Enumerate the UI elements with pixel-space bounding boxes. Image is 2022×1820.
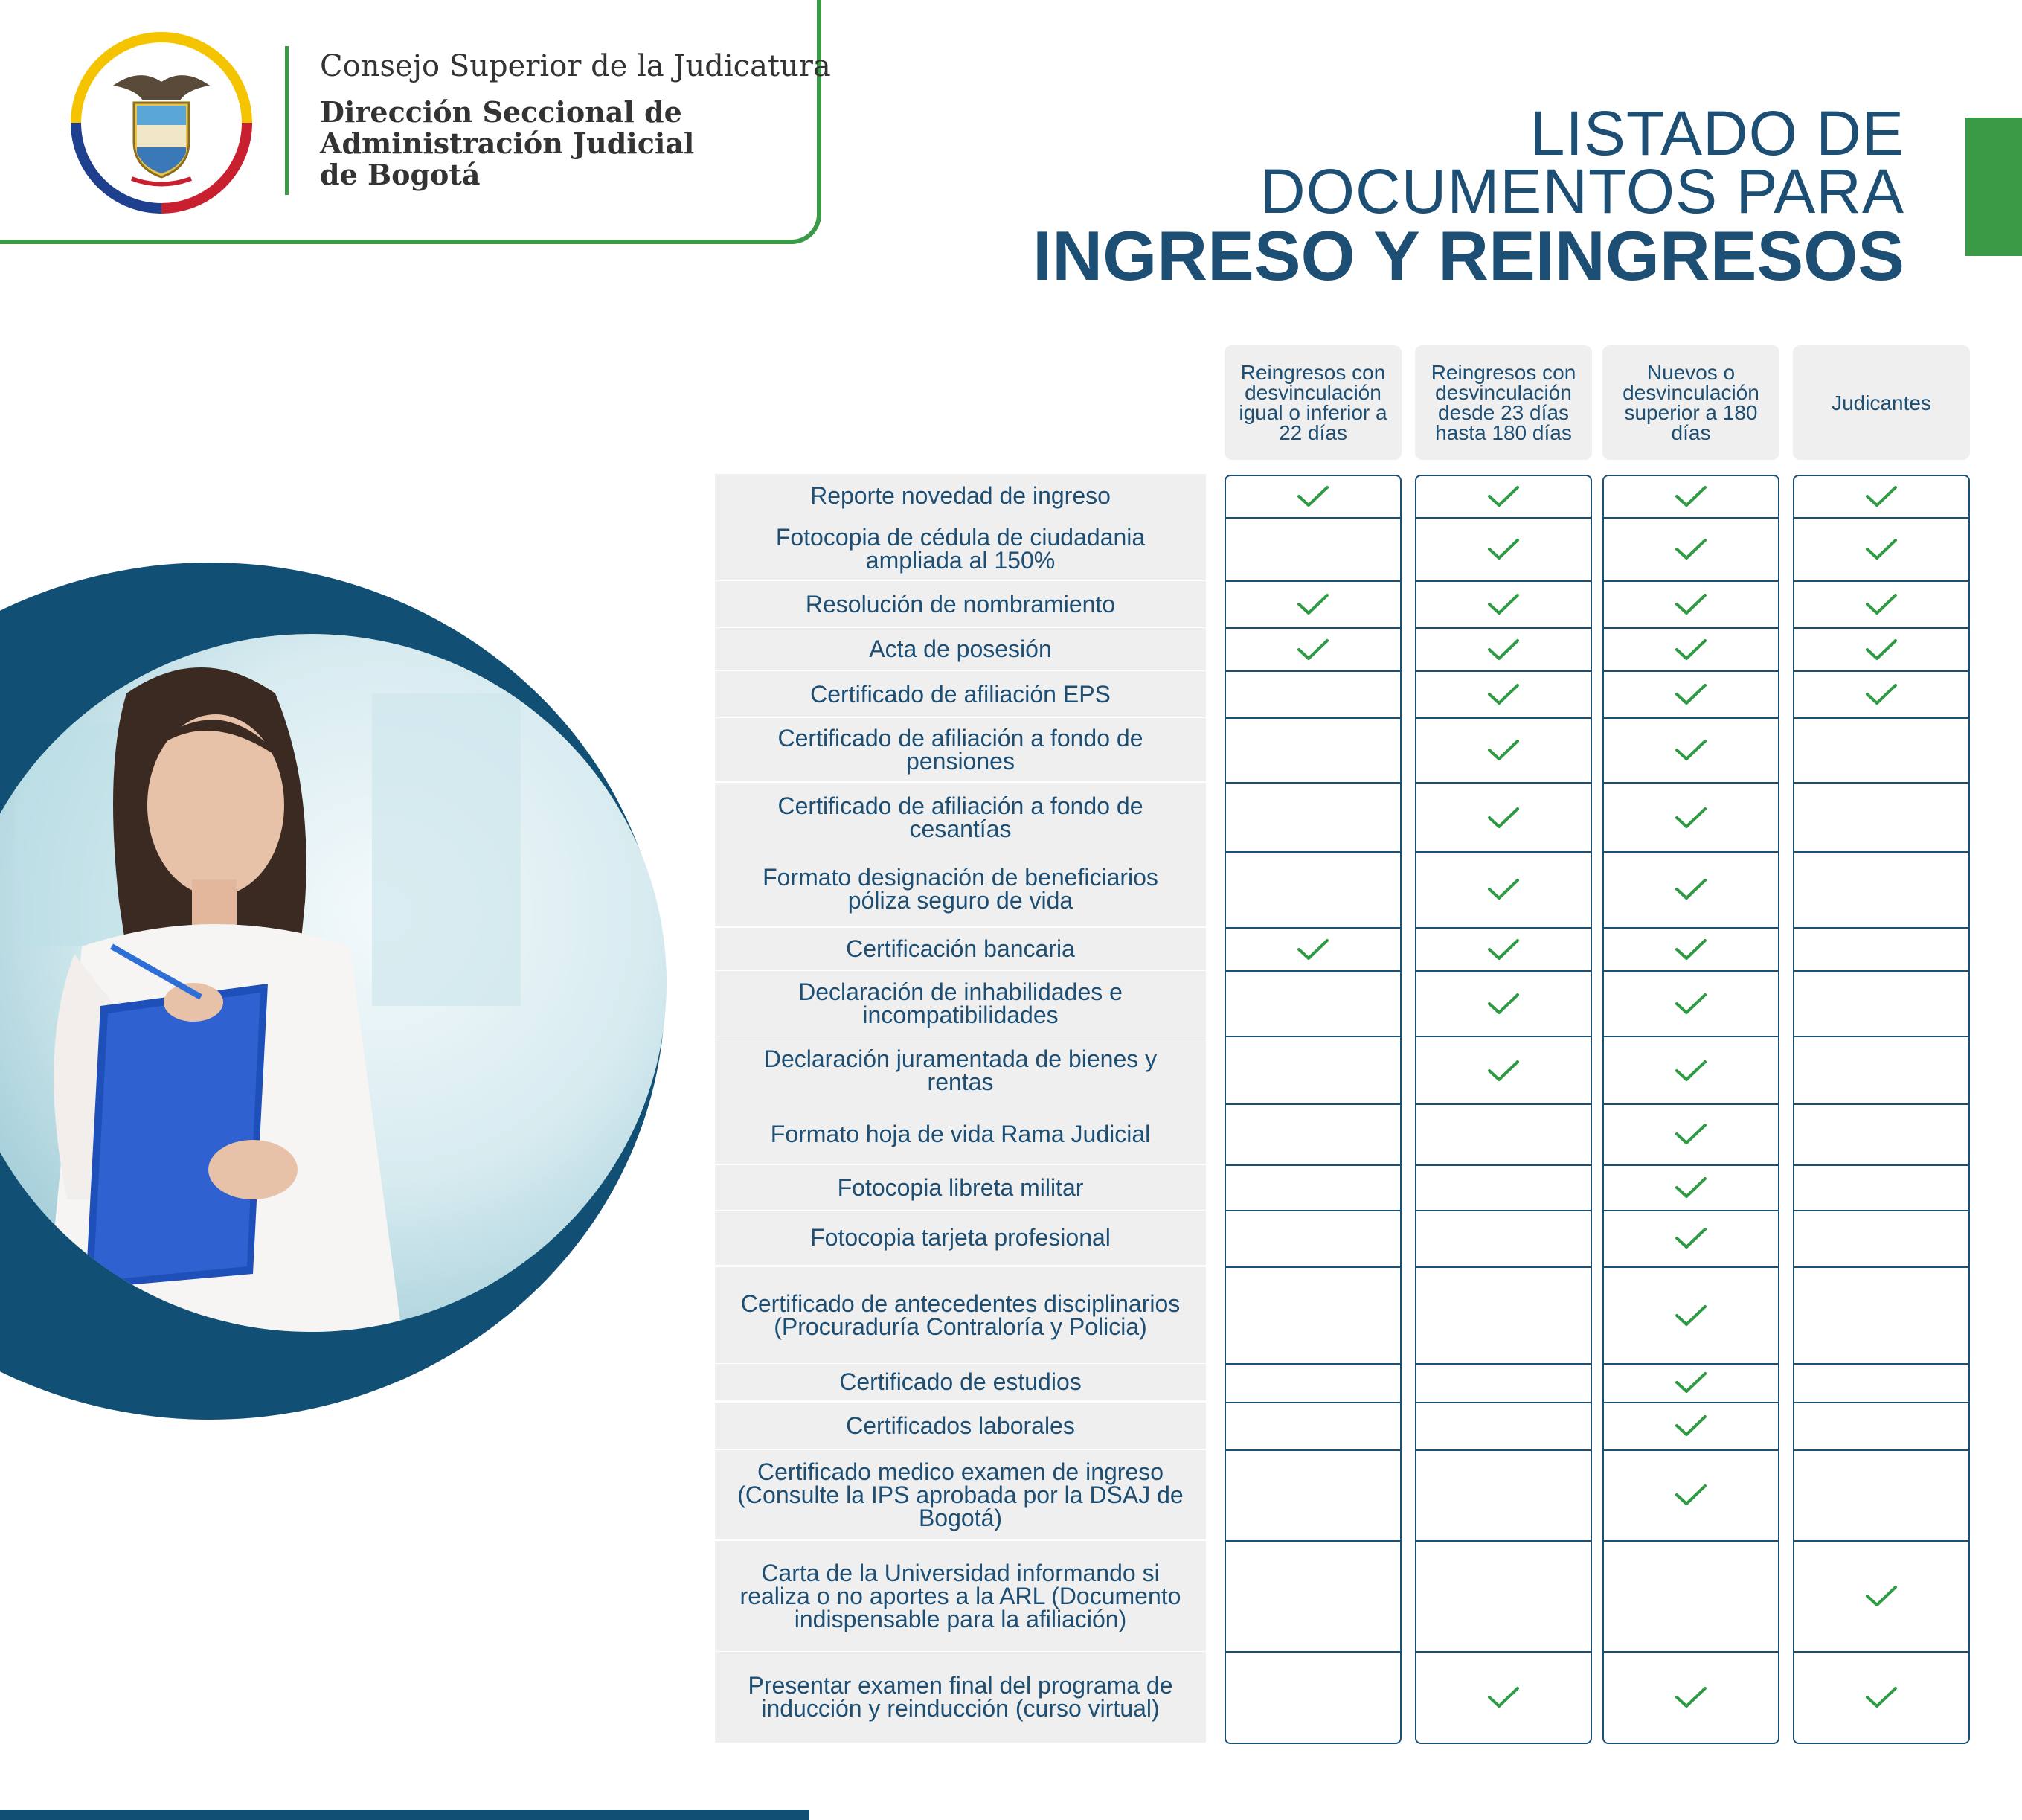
row-divider <box>1225 1036 1402 1037</box>
row-divider <box>1225 627 1402 629</box>
accent-block <box>1965 118 2022 256</box>
row-divider <box>1602 927 1779 929</box>
check-icon <box>1675 1483 1707 1507</box>
check-icon <box>1865 537 1898 561</box>
column-header: Reingresos con desvinculación desde 23 días hasta 180 días <box>1415 345 1592 460</box>
check-icon <box>1487 592 1520 616</box>
row-divider <box>1225 851 1402 853</box>
document-row-label: Fotocopia de cédula de ciudadania ampliada al 150% <box>715 518 1206 580</box>
title-line-2: DOCUMENTOS PARA <box>1260 156 1904 226</box>
check-icon <box>1487 738 1520 762</box>
check-icon <box>1865 1584 1898 1608</box>
row-divider <box>1602 1210 1779 1211</box>
check-icon <box>1865 638 1898 661</box>
check-icon <box>1865 682 1898 706</box>
check-icon <box>1297 638 1329 661</box>
row-divider <box>1225 782 1402 784</box>
document-row-label: Formato designación de beneficiarios póliza seguro de vida <box>715 852 1206 926</box>
dept-line: Dirección Seccional de <box>320 95 682 129</box>
column-box <box>1793 475 1970 1744</box>
document-row-label: Certificación bancaria <box>715 928 1206 970</box>
document-row-label: Reporte novedad de ingreso <box>715 474 1206 518</box>
row-divider <box>1602 1363 1779 1365</box>
coat-of-arms-seal <box>68 30 254 216</box>
check-icon <box>1675 806 1707 830</box>
row-divider <box>1602 1266 1779 1268</box>
row-divider <box>1793 627 1970 629</box>
check-icon <box>1675 1371 1707 1394</box>
row-divider <box>1225 1164 1402 1166</box>
check-icon <box>1675 992 1707 1016</box>
row-divider <box>1415 927 1592 929</box>
row-divider <box>1602 1540 1779 1542</box>
row-divider <box>1225 517 1402 519</box>
row-divider <box>1793 517 1970 519</box>
row-divider <box>1602 1164 1779 1166</box>
row-divider <box>1793 1164 1970 1166</box>
row-divider <box>1415 1103 1592 1105</box>
check-icon <box>1487 484 1520 508</box>
column-header: Nuevos o desvinculación superior a 180 días <box>1602 345 1779 460</box>
row-divider <box>1415 1651 1592 1653</box>
row-divider <box>1602 517 1779 519</box>
row-divider <box>1225 1449 1402 1451</box>
document-row-label: Certificado medico examen de ingreso (Consulte la IPS aprobada por la DSAJ de Bogotá) <box>715 1450 1206 1539</box>
document-row-label: Declaración de inhabilidades e incompatibilidades <box>715 971 1206 1036</box>
row-divider <box>1225 1540 1402 1542</box>
row-divider <box>1793 1036 1970 1037</box>
check-icon <box>1675 1304 1707 1327</box>
row-divider <box>1793 717 1970 719</box>
row-divider <box>1225 1363 1402 1365</box>
row-divider <box>1793 851 1970 853</box>
row-divider <box>1602 580 1779 582</box>
row-divider <box>1793 1402 1970 1403</box>
row-divider <box>1225 580 1402 582</box>
document-row-label: Certificado de estudios <box>715 1364 1206 1400</box>
check-icon <box>1865 592 1898 616</box>
check-icon <box>1675 1059 1707 1083</box>
check-icon <box>1487 537 1520 561</box>
check-icon <box>1487 806 1520 830</box>
check-icon <box>1297 484 1329 508</box>
column-box <box>1602 475 1779 1744</box>
check-icon <box>1297 938 1329 961</box>
document-row-label: Fotocopia tarjeta profesional <box>715 1211 1206 1265</box>
header-divider <box>285 46 289 195</box>
check-icon <box>1865 484 1898 508</box>
row-divider <box>1793 1210 1970 1211</box>
check-icon <box>1675 484 1707 508</box>
row-divider <box>1602 1651 1779 1653</box>
row-divider <box>1793 1103 1970 1105</box>
row-divider <box>1415 1402 1592 1403</box>
check-icon <box>1487 682 1520 706</box>
row-divider <box>1793 1363 1970 1365</box>
row-divider <box>1793 670 1970 672</box>
check-icon <box>1675 537 1707 561</box>
document-row-label: Fotocopia libreta militar <box>715 1165 1206 1210</box>
dept-name <box>320 97 796 190</box>
row-divider <box>1415 1210 1592 1211</box>
row-divider <box>1602 1036 1779 1037</box>
document-row-label: Certificado de afiliación a fondo de pensiones <box>715 718 1206 781</box>
row-divider <box>1793 927 1970 929</box>
dept-line: Administración Judicial <box>320 126 695 160</box>
bottom-bar <box>0 1810 809 1820</box>
document-row-label: Certificado de afiliación EPS <box>715 671 1206 717</box>
check-icon <box>1675 1176 1707 1199</box>
row-divider <box>1415 851 1592 853</box>
row-divider <box>1225 670 1402 672</box>
document-row-label: Certificados laborales <box>715 1403 1206 1449</box>
row-divider <box>1793 782 1970 784</box>
check-icon <box>1487 1059 1520 1083</box>
check-icon <box>1675 938 1707 961</box>
row-divider <box>1225 1402 1402 1403</box>
check-icon <box>1675 1685 1707 1709</box>
row-divider <box>1793 1540 1970 1542</box>
check-icon <box>1675 682 1707 706</box>
check-icon <box>1675 1414 1707 1438</box>
row-divider <box>1225 717 1402 719</box>
row-divider <box>1415 1540 1592 1542</box>
row-divider <box>1602 970 1779 972</box>
row-divider <box>1225 927 1402 929</box>
check-icon <box>1865 1685 1898 1709</box>
row-divider <box>1602 627 1779 629</box>
check-icon <box>1675 592 1707 616</box>
row-divider <box>1415 1036 1592 1037</box>
row-divider <box>1602 1402 1779 1403</box>
row-divider <box>1225 1651 1402 1653</box>
check-icon <box>1487 938 1520 961</box>
row-divider <box>1225 970 1402 972</box>
check-icon <box>1675 1122 1707 1146</box>
check-icon <box>1487 638 1520 661</box>
row-divider <box>1415 627 1592 629</box>
check-icon <box>1675 638 1707 661</box>
document-row-label: Declaración juramentada de bienes y rentas <box>715 1036 1206 1104</box>
row-divider <box>1225 1266 1402 1268</box>
check-icon <box>1675 877 1707 901</box>
row-divider <box>1415 517 1592 519</box>
check-icon <box>1297 592 1329 616</box>
document-row-label: Certificado de afiliación a fondo de cesantías <box>715 783 1206 852</box>
row-divider <box>1415 1164 1592 1166</box>
document-row-label: Presentar examen final del programa de inducción y reinducción (curso virtual) <box>715 1652 1206 1743</box>
document-row-label: Carta de la Universidad informando si realiza o no aportes a la ARL (Documento indispensable para la afiliación) <box>715 1541 1206 1651</box>
row-divider <box>1225 1103 1402 1105</box>
row-divider <box>1415 782 1592 784</box>
row-divider <box>1602 717 1779 719</box>
dept-line: de Bogotá <box>320 158 481 191</box>
check-icon <box>1487 992 1520 1016</box>
column-header: Reingresos con desvinculación igual o inferior a 22 días <box>1225 345 1402 460</box>
column-header: Judicantes <box>1793 345 1970 460</box>
row-divider <box>1602 782 1779 784</box>
row-divider <box>1602 1449 1779 1451</box>
row-divider <box>1225 1210 1402 1211</box>
row-divider <box>1415 580 1592 582</box>
row-divider <box>1793 1651 1970 1653</box>
row-divider <box>1602 1103 1779 1105</box>
check-icon <box>1487 877 1520 901</box>
row-divider <box>1415 970 1592 972</box>
row-divider <box>1415 1266 1592 1268</box>
row-divider <box>1415 717 1592 719</box>
document-row-label: Acta de posesión <box>715 628 1206 670</box>
row-divider <box>1793 1266 1970 1268</box>
page-title <box>1033 98 1904 295</box>
row-divider <box>1602 670 1779 672</box>
row-divider <box>1793 970 1970 972</box>
check-icon <box>1675 738 1707 762</box>
org-name: Consejo Superior de la Judicatura <box>320 49 831 83</box>
document-row-label: Formato hoja de vida Rama Judicial <box>715 1104 1206 1164</box>
row-divider <box>1793 1449 1970 1451</box>
document-row-label: Certificado de antecedentes disciplinarios (Procuraduría Contraloría y Policia) <box>715 1267 1206 1363</box>
row-divider <box>1415 670 1592 672</box>
column-box <box>1415 475 1592 1744</box>
title-line-3: INGRESO Y REINGRESOS <box>1033 217 1904 295</box>
check-icon <box>1487 1685 1520 1709</box>
row-divider <box>1602 851 1779 853</box>
document-row-label: Resolución de nombramiento <box>715 581 1206 627</box>
column-box <box>1225 475 1402 1744</box>
check-icon <box>1675 1226 1707 1250</box>
title-line-1: LISTADO DE <box>1530 98 1904 168</box>
row-divider <box>1415 1363 1592 1365</box>
row-divider <box>1793 580 1970 582</box>
row-divider <box>1415 1449 1592 1451</box>
